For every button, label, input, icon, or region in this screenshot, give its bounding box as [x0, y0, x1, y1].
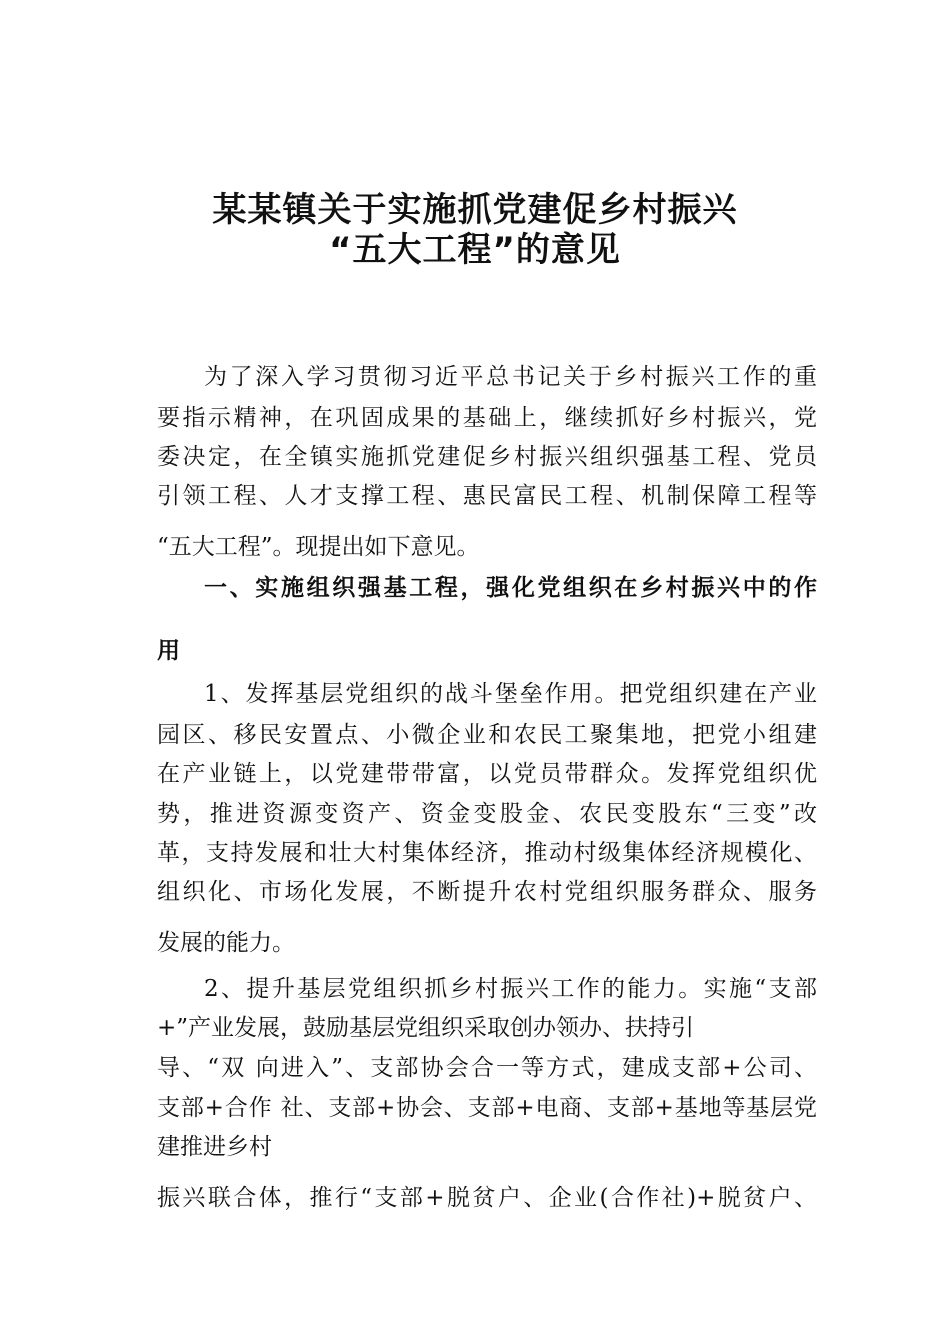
item-1-line: 1、发挥基层党组织的战斗堡垒作用。把党组织建在产业 [204, 681, 817, 707]
item-1-line: 发展的能力。 [157, 930, 295, 956]
item-2-line: 建推进乡村 [157, 1134, 272, 1160]
item-1-line: 组织化、市场化发展，不断提升农村党组织服务群众、服务 [157, 879, 817, 905]
intro-line: 要指示精神，在巩固成果的基础上，继续抓好乡村振兴，党 [157, 405, 817, 431]
item-2-line: 振兴联合体，推行“支部+脱贫户、企业(合作社)+脱贫户、 [157, 1185, 817, 1211]
section-heading: 一、实施组织强基工程，强化党组织在乡村振兴中的作 [204, 575, 817, 601]
item-1-line: 革，支持发展和壮大村集体经济，推动村级集体经济规模化、 [157, 840, 817, 866]
item-2-line: 导、“双 向进入”、支部协会合一等方式，建成支部+公司、 [157, 1055, 817, 1081]
item-2-line: 支部+合作 社、支部+协会、支部+电商、支部+基地等基层党 [157, 1095, 817, 1121]
document-title-line-1: 某某镇关于实施抓党建促乡村振兴 [212, 190, 738, 230]
intro-line: “五大工程”。现提出如下意见。 [157, 534, 480, 560]
document-title-line-2: “五大工程”的意见 [329, 230, 621, 270]
item-2-line: +”产业发展，鼓励基层党组织采取创办领办、扶持引 [157, 1015, 695, 1041]
item-1-line: 势，推进资源变资产、资金变股金、农民变股东“三变”改 [157, 801, 817, 827]
item-2-line: 2、提升基层党组织抓乡村振兴工作的能力。实施“支部 [204, 976, 817, 1002]
section-heading: 用 [157, 638, 180, 664]
item-1-line: 在产业链上，以党建带带富，以党员带群众。发挥党组织优 [157, 761, 817, 787]
intro-line: 引领工程、人才支撑工程、惠民富民工程、机制保障工程等 [157, 483, 817, 509]
intro-line: 为了深入学习贯彻习近平总书记关于乡村振兴工作的重 [204, 364, 817, 390]
item-1-line: 园区、移民安置点、小微企业和农民工聚集地，把党小组建 [157, 722, 817, 748]
intro-line: 委决定，在全镇实施抓党建促乡村振兴组织强基工程、党员 [157, 444, 817, 470]
